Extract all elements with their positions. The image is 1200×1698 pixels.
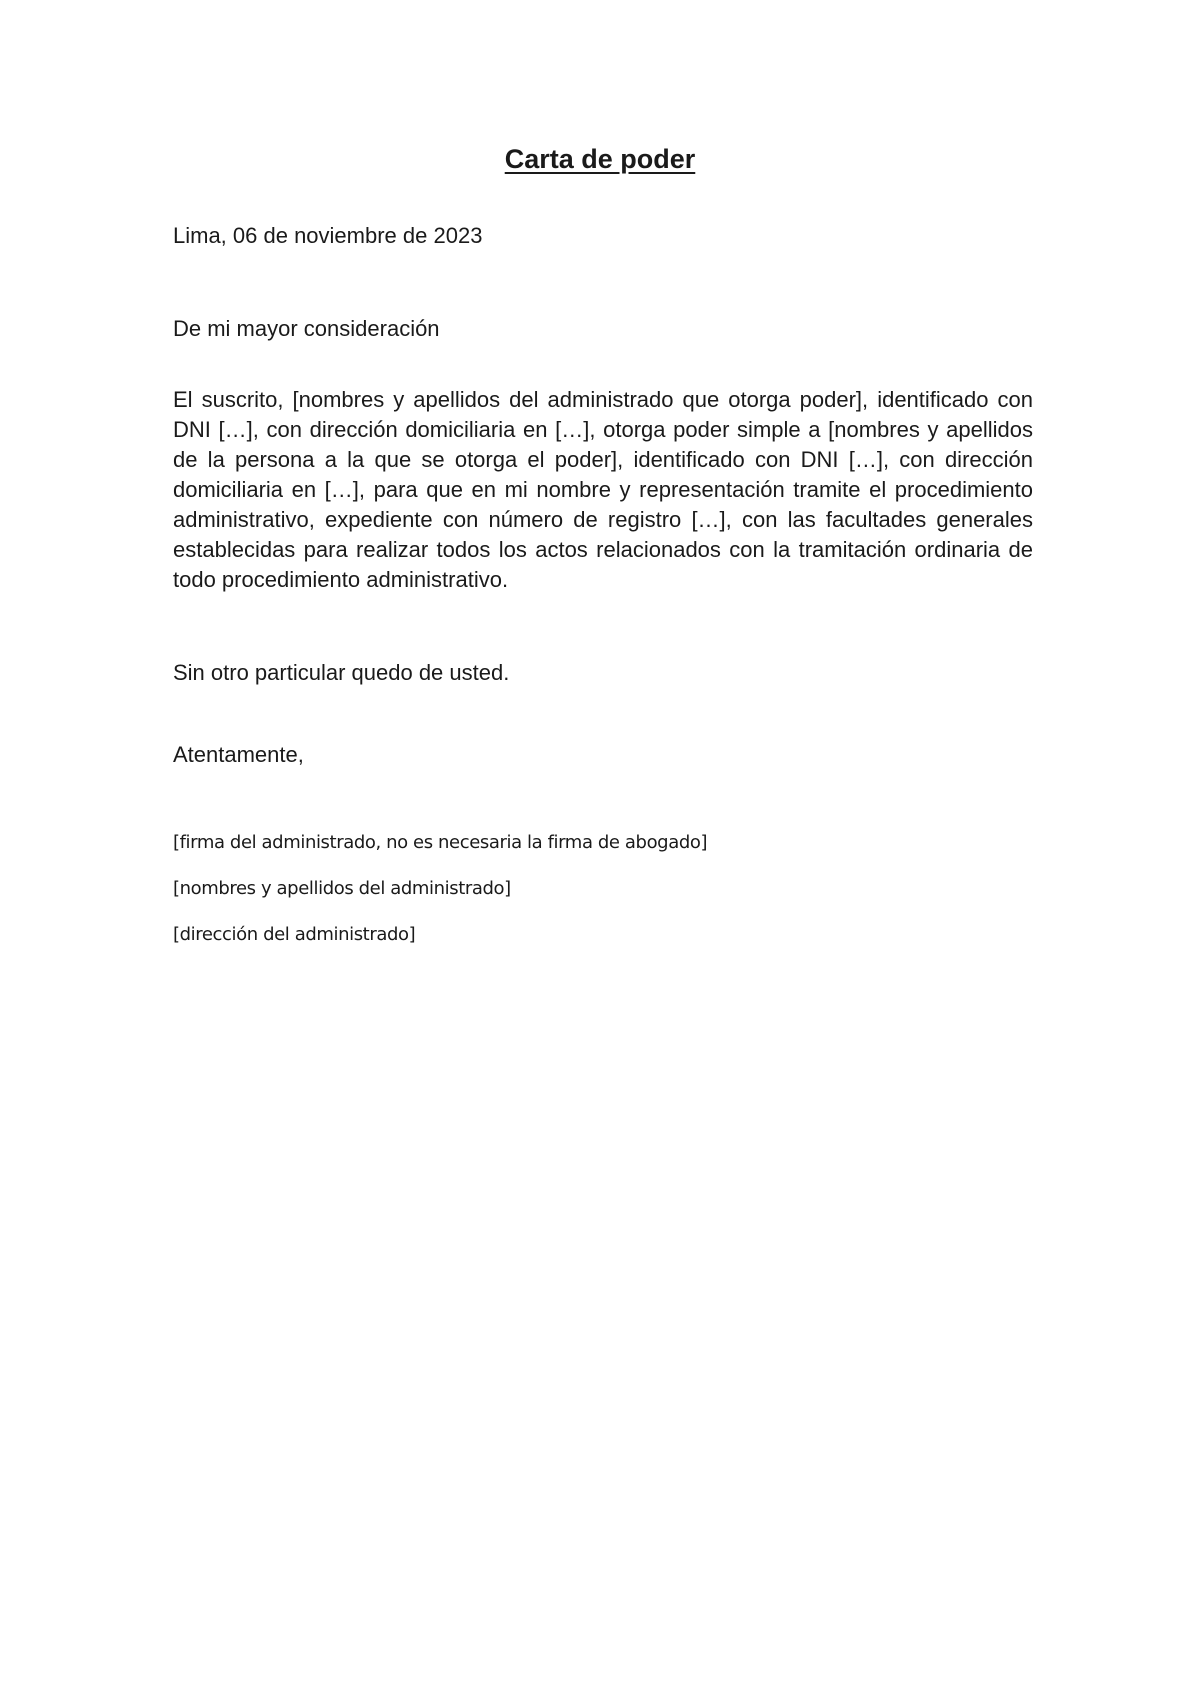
signature-line-direccion: [dirección del administrado] [173,924,416,945]
greeting: De mi mayor consideración [173,316,440,341]
document-title: Carta de poder [504,144,696,174]
signature-line-firma: [firma del administrado, no es necesaria la firma de abogado] [173,832,708,853]
date-line: Lima, 06 de noviembre de 2023 [173,223,483,248]
regards-line: Atentamente, [173,742,304,767]
body-paragraph: El suscrito, [nombres y apellidos del administrado que otorga poder], identificado con DNI […], con dirección domiciliaria en […], otorga poder simple a [nombres y apellidos de la persona a la que se otorga el poder], identificado con DNI […], con dirección domiciliaria en […], para que en mi nombre y representación tramite el procedimiento administrativo, expediente con número de registro […], con las facultades generales establecidas para realizar todos los actos relacionados con la tramitación ordinaria de todo procedimiento administrativo. [173,387,1033,592]
signature-line-nombres: [nombres y apellidos del administrado] [173,878,511,899]
closing-line: Sin otro particular quedo de usted. [173,660,510,685]
